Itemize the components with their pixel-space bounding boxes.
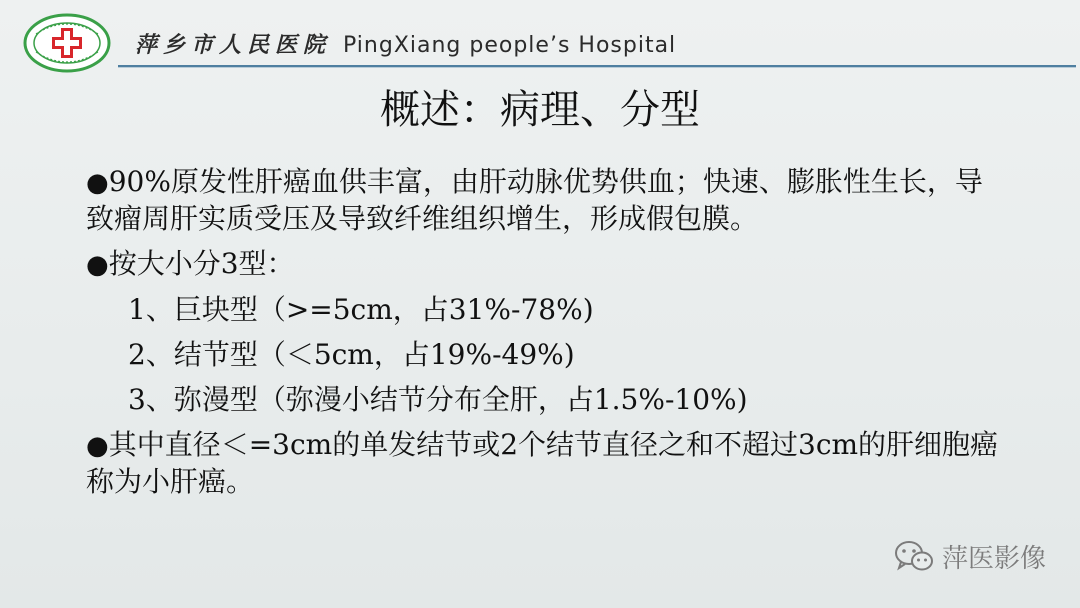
type-list bbox=[86, 292, 1006, 418]
paragraph-text: 90%原发性肝癌血供丰富，由肝动脉优势供血；快速、膨胀性生长，导致瘤周肝实质受压及导致纤维组织增生，形成假包膜。 bbox=[86, 165, 983, 235]
list-item: 3、弥漫型（弥漫小结节分布全肝，占1.5%-10%) bbox=[128, 383, 748, 416]
bullet-icon: ● bbox=[86, 250, 109, 280]
bullet-icon: ● bbox=[86, 168, 109, 198]
paragraph-text: 按大小分3型： bbox=[108, 247, 295, 280]
watermark-text: 萍医影像 bbox=[941, 544, 1046, 574]
paragraph-text: 其中直径＜=3cm的单发结节或2个结节直径之和不超过3cm的肝细胞癌称为小肝癌。 bbox=[86, 428, 999, 498]
paragraph-blood-supply bbox=[86, 164, 1006, 237]
watermark bbox=[894, 538, 1046, 575]
bullet-icon: ● bbox=[86, 431, 109, 461]
list-item: 2、结节型（＜5cm，占19%-49%) bbox=[128, 338, 575, 371]
paragraph-size-types bbox=[86, 246, 1006, 283]
hospital-name-cn: 萍乡市人民医院 bbox=[135, 32, 332, 58]
wechat-icon bbox=[894, 540, 934, 574]
paragraph-small-hcc bbox=[86, 427, 1006, 500]
hospital-name-en: PingXiang people’s Hospital bbox=[343, 33, 677, 58]
list-item: 1、巨块型（>=5cm，占31%-78%) bbox=[128, 293, 594, 326]
slide-body bbox=[86, 164, 1006, 509]
slide-title-text: 概述：病理、分型 bbox=[380, 87, 700, 133]
hospital-logo-icon bbox=[22, 12, 112, 74]
slide-title bbox=[0, 78, 1080, 135]
hospital-name bbox=[135, 28, 676, 59]
header-divider bbox=[118, 65, 1076, 67]
